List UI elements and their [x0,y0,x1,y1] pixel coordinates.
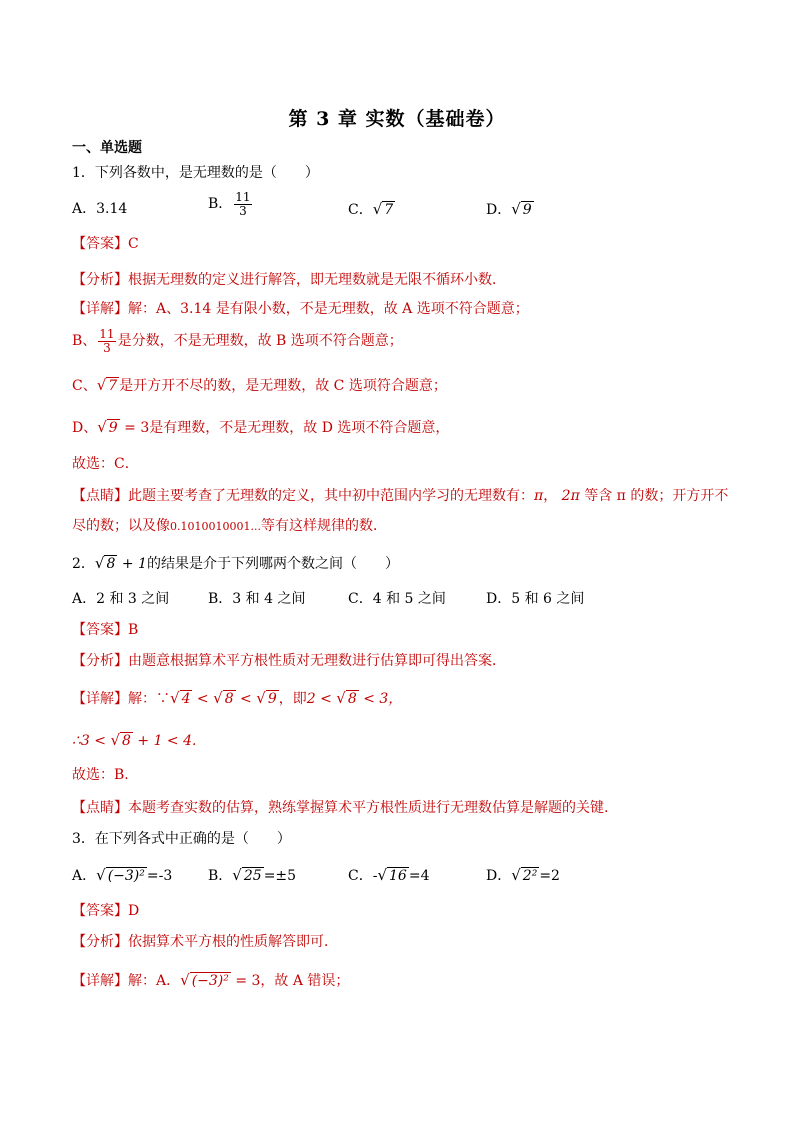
page-title: 第 3 章 实数（基础卷） [288,108,506,130]
question-2-stem: 2．√ 8 + 1的结果是介于下列哪两个数之间（ ） [72,554,399,572]
sqrt-symbol: √ 25 [232,866,262,884]
q3-answer: 【答案】D [72,903,140,919]
q2-option-c: C．4 和 5 之间 [348,591,446,607]
fraction: $\frac{11}{3}$ [235,190,251,218]
q1-answer: 【答案】C [72,236,139,252]
question-1-stem: 1．下列各数中，是无理数的是（ ） [72,165,319,181]
sqrt-symbol: √ 4 [170,689,191,707]
sqrt-symbol: √ 16 [377,866,407,884]
q3-detail-line-1: 【详解】解：A．√ (−3)² = 3，故 A 错误； [72,971,350,989]
q1-comment-line-1: 【点睛】此题主要考查了无理数的定义，其中初中范围内学习的无理数有：π， 2π 等含 π 的数；开方开不 [72,488,729,504]
q1-option-d: D．√ 9 [486,200,532,218]
q3-option-d: D．√ 2² =2 [486,866,560,884]
q2-option-b: B．3 和 4 之间 [208,591,306,607]
q2-detail-line-1: 【详解】解：∵√ 4 < √ 8 < √ 9 ，即2 < √ 8 < 3， [72,689,403,707]
q3-option-b: B．√ 25 =±5 [208,866,297,884]
sqrt-symbol: √ 9 [511,200,532,218]
q1-detail-line-2: B、 $\frac{11}{3}$ 是分数，不是无理数，故 B 选项不符合题意； [72,327,403,355]
q2-choose: 故选：B. [72,767,129,783]
section-heading: 一、单选题 [72,140,142,156]
sqrt-symbol: √ 2² [511,866,538,884]
sqrt-symbol: √ 8 [336,689,357,707]
sqrt-symbol: √ 8 [94,554,116,572]
fraction: $\frac{11}{3}$ [99,327,115,355]
q3-option-a: A．√ (−3)² =-3 [72,866,173,884]
sqrt-symbol: √ 7 [372,200,394,218]
q3-analysis: 【分析】依据算术平方根的性质解答即可． [72,934,338,950]
sqrt-symbol: √ 8 [110,731,131,749]
q2-detail-line-2: ∴3 < √ 8 + 1 < 4. [72,731,197,749]
sqrt-symbol: √ (−3)² [96,866,145,884]
q1-choose: 故选：C． [72,456,139,472]
q2-option-d: D．5 和 6 之间 [486,591,585,607]
q1-detail-line-3: C、√ 7 是开方开不尽的数，是无理数，故 C 选项符合题意； [72,376,447,394]
sqrt-symbol: √ 8 [213,689,234,707]
q1-detail-line-1: 【详解】解：A、3.14 是有限小数，不是无理数，故 A 选项不符合题意； [72,301,529,317]
q2-answer: 【答案】B [72,622,139,638]
q1-option-b: B． $\frac{11}{3}$ [208,190,251,218]
sqrt-symbol: √ (−3)² [180,971,229,989]
q1-analysis: 【分析】根据无理数的定义进行解答，即无理数就是无限不循环小数． [72,272,506,288]
q1-option-c: C．√ 7 [348,200,394,218]
q3-option-c: C．-√ 16 =4 [348,866,430,884]
q2-comment: 【点睛】本题考查实数的估算，熟练掌握算术平方根性质进行无理数估算是解题的关键. [72,800,609,816]
question-3-stem: 3．在下列各式中正确的是（ ） [72,831,291,847]
q2-option-a: A．2 和 3 之间 [72,591,170,607]
q1-option-a: A．3.14 [72,201,128,217]
sqrt-symbol: √ 9 [256,689,277,707]
q1-comment-line-2: 尽的数；以及像0.1010010001...等有这样规律的数． [72,518,387,534]
q1-detail-line-4: D、√ 9 = 3是有理数，不是无理数，故 D 选项不符合题意， [72,418,450,436]
sqrt-symbol: √ 9 [97,418,118,436]
q2-analysis: 【分析】由题意根据算术平方根性质对无理数进行估算即可得出答案． [72,653,506,669]
sqrt-symbol: √ 7 [96,376,118,394]
